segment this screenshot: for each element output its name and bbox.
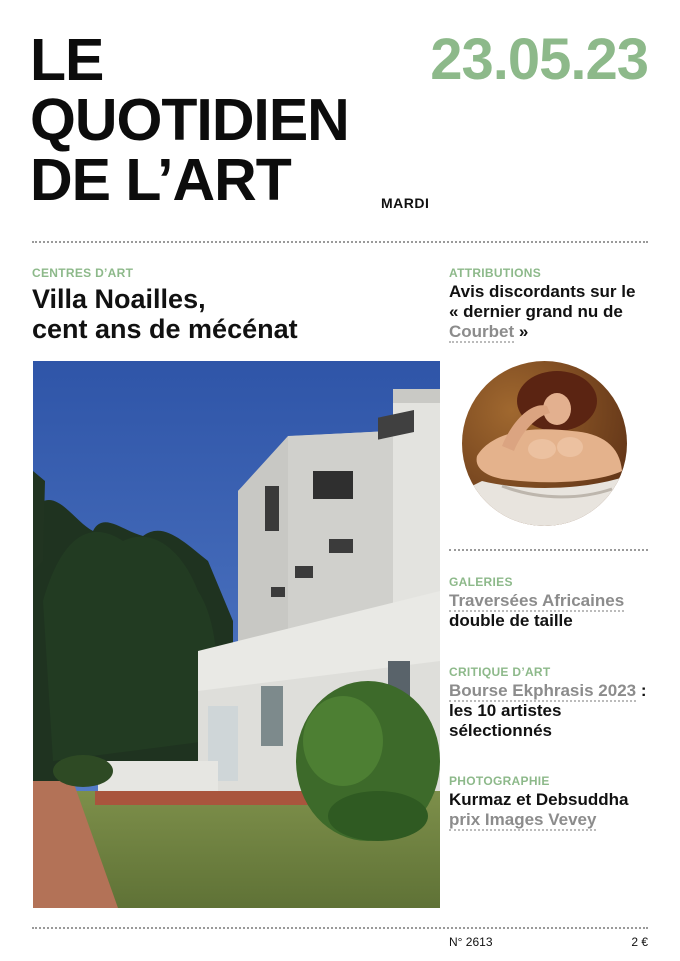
side-story-critique[interactable] <box>449 665 649 741</box>
side-story-3-kicker: CRITIQUE D’ART <box>449 665 551 679</box>
masthead <box>30 27 349 213</box>
masthead-line-3: DE L’ART <box>30 147 291 213</box>
lead-story-kicker: CENTRES D’ART <box>32 266 134 280</box>
side-story-galeries[interactable] <box>449 575 649 631</box>
issue-number: N° 2613 <box>449 935 493 949</box>
side-story-4-text: Kurmaz et Debsuddha <box>449 790 629 809</box>
side-story-1-title[interactable] <box>449 282 649 342</box>
masthead-line-1: LE <box>30 27 104 93</box>
side-story-4-kicker: PHOTOGRAPHIE <box>449 774 550 788</box>
lead-story[interactable] <box>32 266 442 344</box>
side-story-1-kicker: ATTRIBUTIONS <box>449 266 542 280</box>
prix-images-vevey-link[interactable]: prix Images Vevey <box>449 810 597 829</box>
side-story-2-title[interactable] <box>449 591 649 631</box>
issue-date: 23.05.23 <box>430 27 648 92</box>
villa-illustration <box>33 361 440 908</box>
side-story-attributions[interactable] <box>449 266 649 342</box>
bourse-ekphrasis-link[interactable]: Bourse Ekphrasis 2023 <box>449 681 637 700</box>
side-story-3-title[interactable] <box>449 681 649 741</box>
side-story-2-text: double de taille <box>449 611 573 630</box>
divider-bottom <box>32 927 648 929</box>
side-story-photographie[interactable] <box>449 774 649 830</box>
lead-photo-villa-noailles[interactable] <box>33 361 440 908</box>
courbet-link[interactable]: Courbet <box>449 322 515 341</box>
divider-top <box>32 241 648 243</box>
side-story-1-text: Avis discordants sur le « dernier grand nu de <box>449 282 636 321</box>
divider-side <box>449 549 648 551</box>
painting-illustration <box>462 361 627 526</box>
lead-title-line-1: Villa Noailles, <box>32 284 206 314</box>
side-story-1-text-end: » <box>514 322 529 341</box>
traversees-africaines-link[interactable]: Traversées Africaines <box>449 591 625 610</box>
side-story-2-kicker: GALERIES <box>449 575 513 589</box>
lead-story-title[interactable] <box>32 284 442 344</box>
side-story-4-title[interactable] <box>449 790 649 830</box>
lead-title-line-2: cent ans de mécénat <box>32 314 298 344</box>
issue-price: 2 € <box>631 935 648 949</box>
masthead-line-2: QUOTIDIEN <box>30 87 349 153</box>
courbet-painting-thumbnail[interactable] <box>462 361 627 526</box>
side-story-3-text: : les 10 artistes sélectionnés <box>449 681 647 740</box>
weekday: MARDI <box>381 195 430 211</box>
